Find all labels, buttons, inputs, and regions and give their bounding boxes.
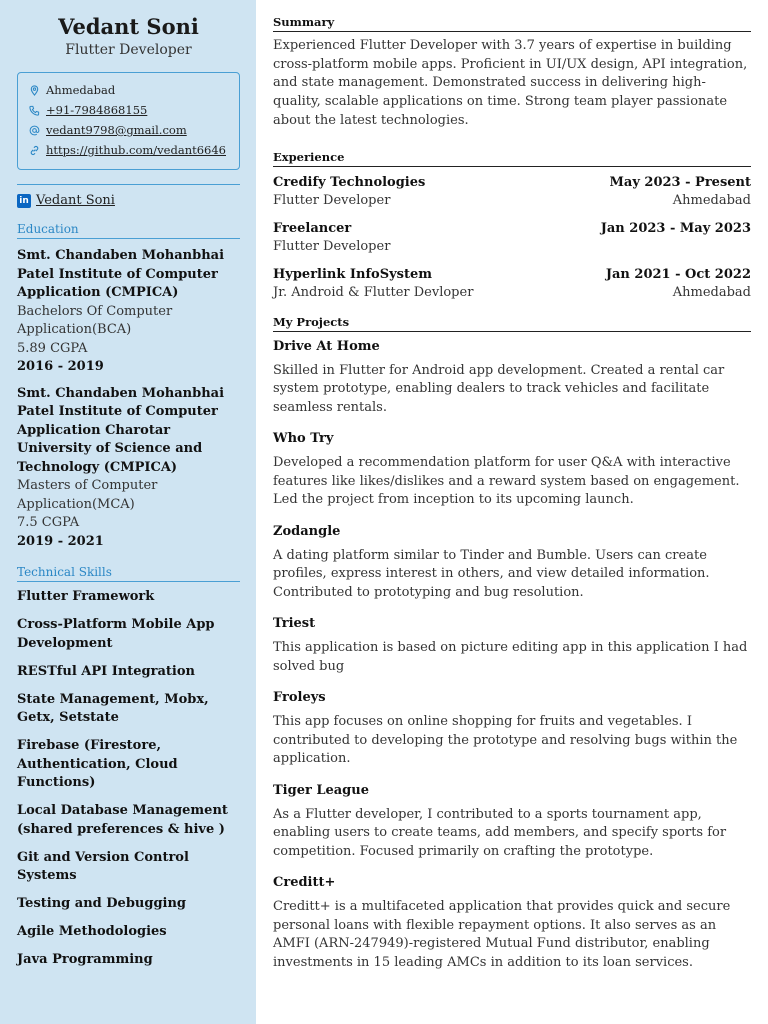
project-description: This app focuses on online shopping for fruits and vegetables. I contributed to developing the prototype and resolving bugs within the application. <box>273 714 738 767</box>
linkedin-row[interactable] <box>17 193 240 208</box>
candidate-name: Vedant Soni <box>58 14 199 39</box>
project-description: A dating platform similar to Tinder and Bumble. Users can create profiles, express interest in others, and view detailed information. Contributed to prototyping and bug resolution. <box>273 547 710 600</box>
skills-heading: Technical Skills <box>17 565 240 582</box>
experience-item <box>273 266 751 302</box>
main-content <box>273 14 751 985</box>
project-description: Skilled in Flutter for Android app development. Created a rental car system prototype, enabling dealers to track vehicles and facilitate seamless rentals. <box>273 362 725 415</box>
sidebar <box>0 0 256 1024</box>
project-title: Tiger League <box>273 782 369 798</box>
linkedin-icon: in <box>17 194 31 208</box>
project-description: As a Flutter developer, I contributed to a sports tournament app, enabling users to create teams, add members, and specify sports for competition. Focused primarily on crafting the prototype. <box>273 806 727 859</box>
education-institution: Smt. Chandaben Mohanbhai Patel Institute of Computer Application (CMPICA) <box>17 248 225 300</box>
experience-company: Credify Technologies <box>273 174 426 190</box>
email-link[interactable]: vedant9798@gmail.com <box>46 123 187 137</box>
location-text: Ahmedabad <box>46 83 116 97</box>
education-years: 2016 - 2019 <box>17 359 104 374</box>
summary-text: Experienced Flutter Developer with 3.7 years of expertise in building cross-platform mobile apps. Proficient in UI/UX design, API integration, and state management. Demonstrated success in delivering high-quality, scalable applications on time. Strong team player passionate about the latest technologies. <box>273 38 748 128</box>
contact-github[interactable] <box>29 143 229 158</box>
github-link[interactable]: https://github.com/vedant6646 <box>46 143 226 157</box>
phone-link[interactable]: +91-7984868155 <box>46 103 148 117</box>
experience-location: Ahmedabad <box>672 284 751 300</box>
location-pin-icon <box>29 85 40 96</box>
experience-item <box>273 174 751 210</box>
education-gpa: 5.89 CGPA <box>17 340 88 356</box>
project-description: Creditt+ is a multifaceted application that provides quick and secure personal loans with flexible repayment options. It also serves as an AMFI (ARN-247949)-registered Mutual Fund distributor, enabling investments in 15 leading AMCs in addition to its loan services. <box>273 899 731 970</box>
project-title: Triest <box>273 616 316 632</box>
education-gpa: 7.5 CGPA <box>17 515 80 530</box>
skill-item: Local Database Management (shared preferences & hive ) <box>17 803 228 837</box>
skill-item: Java Programming <box>17 952 153 967</box>
education-degree: Masters of Computer Application(MCA) <box>17 478 158 512</box>
education-item <box>17 385 240 552</box>
contact-email[interactable] <box>29 123 229 138</box>
phone-icon <box>29 105 40 116</box>
project-title: Creditt+ <box>273 875 336 891</box>
experience-company: Freelancer <box>273 220 352 236</box>
linkedin-link[interactable]: Vedant Soni <box>36 193 115 208</box>
link-icon <box>29 145 40 156</box>
skills-list <box>17 588 240 970</box>
contact-box <box>17 72 240 170</box>
project-description: This application is based on picture editing app in this application I had solved bug <box>273 640 748 674</box>
candidate-role: Flutter Developer <box>65 42 192 58</box>
skill-item: Git and Version Control Systems <box>17 849 189 883</box>
education-years: 2019 - 2021 <box>17 533 104 549</box>
project-title: Froleys <box>273 690 326 706</box>
skill-item: RESTful API Integration <box>17 663 195 679</box>
at-sign-icon <box>29 125 40 136</box>
experience-title: Jr. Android & Flutter Devloper <box>273 284 474 300</box>
experience-dates: May 2023 - Present <box>609 174 751 190</box>
experience-item <box>273 220 751 256</box>
project-description: Developed a recommendation platform for user Q&A with interactive features like likes/dislikes and a reward system based on engagement. Led the project from inception to its upcoming launch. <box>273 455 740 508</box>
project-title: Who Try <box>273 431 334 447</box>
experience-heading: Experience <box>273 149 751 167</box>
contact-location <box>29 83 229 98</box>
contact-phone[interactable] <box>29 103 229 118</box>
project-title: Drive At Home <box>273 338 380 354</box>
experience-location: Ahmedabad <box>672 192 751 208</box>
skill-item: Testing and Debugging <box>17 896 187 911</box>
skill-item: Cross-Platform Mobile App Development <box>17 617 215 651</box>
skill-item: Flutter Framework <box>17 589 155 604</box>
skill-item: Firebase (Firestore, Authentication, Cloud Functions) <box>17 738 178 790</box>
summary-heading: Summary <box>273 14 751 32</box>
skill-item: Agile Methodologies <box>17 924 167 939</box>
experience-title: Flutter Developer <box>273 238 391 254</box>
sidebar-divider <box>17 184 240 185</box>
project-title: Zodangle <box>273 523 341 539</box>
education-heading: Education <box>17 222 240 239</box>
projects-heading: My Projects <box>273 314 751 332</box>
experience-dates: Jan 2021 - Oct 2022 <box>605 266 751 282</box>
skill-item: State Management, Mobx, Getx, Setstate <box>17 691 209 725</box>
experience-company: Hyperlink InfoSystem <box>273 266 432 282</box>
experience-title: Flutter Developer <box>273 192 391 208</box>
education-institution: Smt. Chandaben Mohanbhai Patel Institute of Computer Application Charotar University of Science and Technology (CMPICA) <box>17 385 225 475</box>
education-degree: Bachelors Of Computer Application(BCA) <box>17 303 173 337</box>
experience-dates: Jan 2023 - May 2023 <box>600 220 751 236</box>
education-item <box>17 247 240 377</box>
